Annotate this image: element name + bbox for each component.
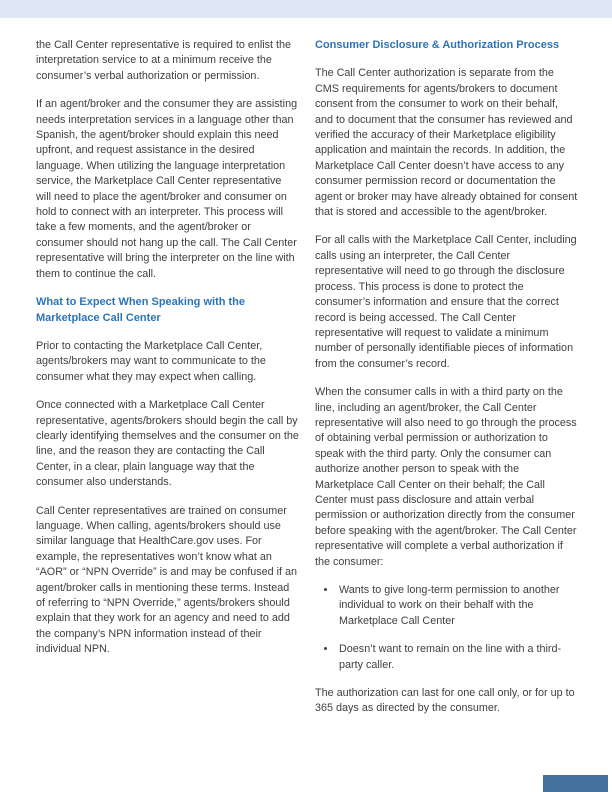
paragraph-continuation: the Call Center representative is required to enlist the interpretation service to at a minimum receive the consumer’s verbal authorization or permission. — [36, 39, 292, 82]
paragraph-prior-to-contacting: Prior to contacting the Marketplace Call Center, agents/brokers may want to communicate to the consumer what they may expect when calling. — [36, 339, 266, 383]
paragraph-authorization-separate: The Call Center authorization is separate from the CMS requirements for agents/brokers to document consent from the consumer to work on their behalf, and to document that the consumer has reviewed and verified the accuracy of their Marketplace eligibility application and maintain the records. In addition, the Marketplace Call Center doesn’t have access to any consumer permission record or documentation the agent or broker may have already obtained for consent that is stored and accessible to the agent/broker. — [315, 67, 578, 219]
section-heading-what-to-expect: What to Expect When Speaking with the Marketplace Call Center — [36, 296, 246, 324]
authorization-bullet-list — [315, 583, 578, 673]
paragraph-consumer-language: Call Center representatives are trained on consumer language. When calling, agents/brokers should use similar language that HealthCare.gov uses. For example, the representatives won’t know what an “AOR” or “NPN Override” is and may be confused if an agent/broker calls in mentioning these terms. Instead of referring to “NPN Override,” agents/brokers should explain that they work for an agency and need to add the company’s NPN information instead of their individual NPN. — [36, 504, 298, 656]
paragraph-once-connected: Once connected with a Marketplace Call Center representative, agents/brokers should begin the call by clearly identifying themselves and the consumer on the line, and the reason they are contacting the Call Center, in a clear, plain language way that the consumer also understands. — [36, 399, 299, 489]
paragraph-disclosure-process: For all calls with the Marketplace Call Center, including calls using an interpreter, the Call Center representative will need to go through the disclosure process. This process is done to protect the consumer’s information and ensure that the correct record is being accessed. The Call Center representative will request to validate a minimum number of personally identifiable pieces of information from the consumer’s record. — [315, 234, 577, 370]
bullet-item-long-term-permission: • Wants to give long-term permission to another individual to work on their behalf with the Marketplace Call Center — [337, 583, 578, 629]
left-column — [36, 38, 299, 671]
bullet-item-remain-on-line: • Doesn’t want to remain on the line with a third-party caller. — [337, 642, 578, 673]
footer-accent-rect — [543, 775, 608, 792]
paragraph-interpretation-services: If an agent/broker and the consumer they are assisting needs interpretation services in a language other than Spanish, the agent/broker should explain this need upfront, and request assistance in the desired language. When utilizing the language interpretation service, the Marketplace Call Center representative will need to place the agent/broker and consumer on hold to connect with an interpreter. This process will take a few moments, and the agent/broker or consumer should not hang up the call. The Call Center representative will bring the interpreter on the line with them to continue the call. — [36, 98, 298, 280]
paragraph-third-party: When the consumer calls in with a third party on the line, including an agent/broker, the Call Center representative will also need to go through the process of obtaining verbal permission or authorization to speak with the third party. Only the consumer can authorize another person to speak with the Marketplace Call Center on their behalf; the Call Center must pass disclosure and attain verbal permission or authorization directly from the consumer before speaking with the agent/broker. The Call Center representative will complete a verbal authorization if the consumer: — [315, 386, 577, 568]
top-accent-bar — [0, 0, 612, 18]
right-column — [315, 38, 578, 730]
section-heading-consumer-disclosure: Consumer Disclosure & Authorization Process — [315, 39, 560, 51]
paragraph-authorization-duration: The authorization can last for one call only, or for up to 365 days as directed by the consumer. — [315, 687, 575, 715]
